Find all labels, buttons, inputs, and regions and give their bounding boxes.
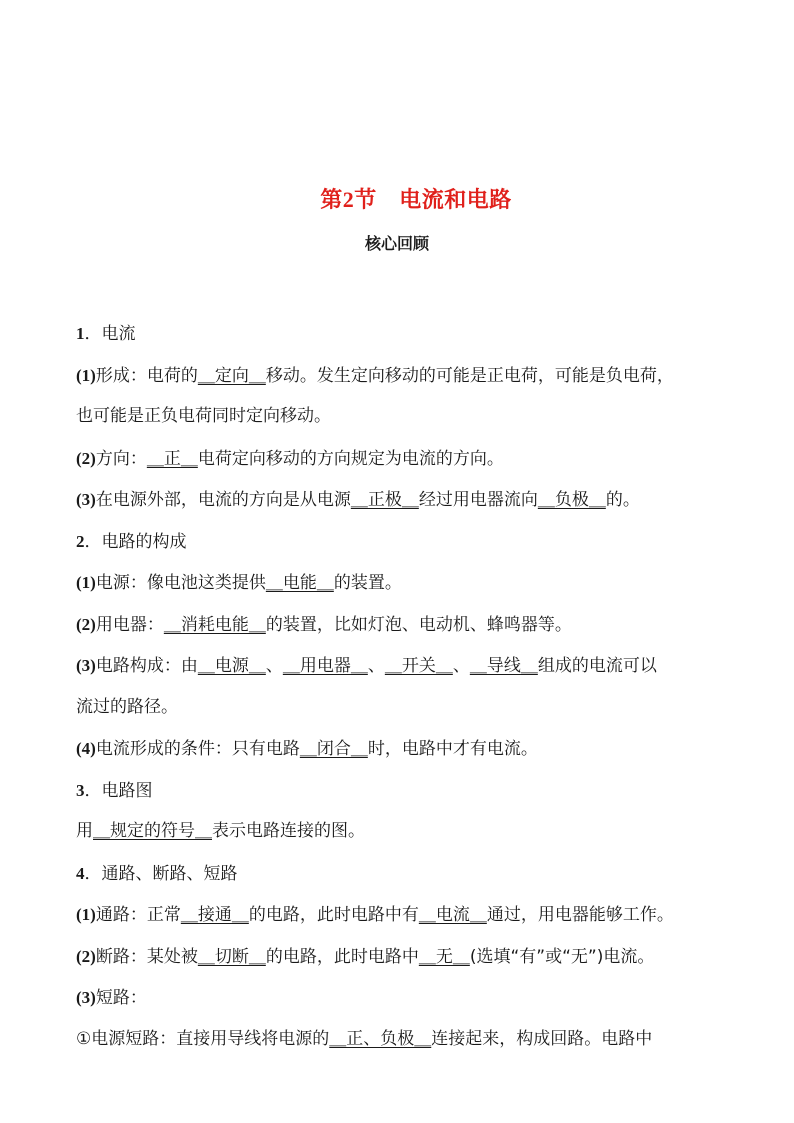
- text-run: 时，电路中才有电流。: [367, 739, 538, 759]
- item-marker: (2): [76, 448, 96, 468]
- page-title: [0, 183, 794, 214]
- text-run: ．电路图: [84, 780, 153, 801]
- text-line: [76, 645, 726, 687]
- text-line: [76, 894, 726, 936]
- document-body: [76, 313, 726, 1060]
- text-line: [76, 1019, 726, 1061]
- text-run: 的装置。: [333, 573, 402, 593]
- text-run: 表示电路连接的图。: [212, 821, 365, 841]
- section-subtitle: 核心回顾: [364, 234, 429, 253]
- text-line: [76, 313, 726, 355]
- answer-blank: ＿定向＿: [197, 365, 266, 386]
- title-number: 2: [342, 187, 355, 212]
- text-run: 电路构成：由: [95, 656, 198, 676]
- item-marker: 3: [76, 780, 85, 800]
- text-line: [76, 521, 726, 563]
- title-suffix: 节 电流和电路: [354, 188, 512, 213]
- text-run: 在电源外部，电流的方向是从电源: [95, 490, 351, 510]
- text-line: [76, 604, 726, 646]
- item-marker: 1: [76, 324, 85, 343]
- item-marker: (4): [76, 739, 96, 758]
- answer-blank: ＿导线＿: [469, 656, 538, 676]
- item-marker: 4: [76, 863, 85, 883]
- answer-blank: ＿正、负极＿: [329, 1028, 432, 1049]
- text-run: ①电源短路：直接用导线将电源的: [76, 1028, 330, 1049]
- text-run: ．电路的构成: [84, 531, 187, 552]
- text-run: ．电流: [84, 324, 136, 344]
- text-run: 组成的电流可以: [537, 656, 657, 676]
- text-run: 用电器：: [95, 614, 164, 635]
- text-run: 连接起来，构成回路。电路中: [431, 1028, 653, 1049]
- text-run: 断路：某处被: [95, 946, 198, 967]
- text-run: 的电路，此时电路中: [265, 946, 419, 967]
- text-run: 、: [452, 656, 470, 676]
- text-run: 电源：像电池这类提供: [95, 573, 266, 593]
- text-line: [76, 438, 726, 480]
- answer-blank: ＿闭合＿: [299, 739, 368, 759]
- text-run: 移动。发生定向移动的可能是正电荷，可能是负电荷，: [265, 365, 674, 386]
- text-line: [76, 355, 726, 397]
- text-line: [76, 728, 726, 770]
- text-run: 电荷定向移动的方向规定为电流的方向。: [197, 448, 504, 469]
- item-marker: 2: [76, 531, 85, 551]
- item-marker: (1): [76, 573, 96, 592]
- answer-blank: ＿用电器＿: [282, 656, 368, 676]
- answer-blank: ＿无＿: [418, 946, 470, 967]
- text-run: 流过的路径。: [76, 696, 178, 717]
- item-marker: (3): [76, 656, 96, 675]
- text-line: [76, 479, 726, 521]
- answer-blank: ＿开关＿: [384, 656, 453, 676]
- item-marker: (3): [76, 490, 96, 509]
- text-run: 方向：: [95, 448, 147, 469]
- answer-blank: ＿电源＿: [197, 656, 266, 676]
- title-prefix: 第: [320, 188, 343, 213]
- item-marker: (2): [76, 614, 96, 634]
- answer-blank: ＿正＿: [146, 448, 198, 469]
- text-run: ．通路、断路、短路: [84, 863, 238, 884]
- text-line: [76, 811, 726, 853]
- text-run: 、: [265, 656, 283, 676]
- text-line: [76, 562, 726, 604]
- text-run: 的电路，此时电路中有: [248, 905, 419, 925]
- text-run: 形成：电荷的: [95, 365, 198, 386]
- item-marker: (1): [76, 905, 96, 924]
- text-run: 的装置，比如灯泡、电动机、蜂鸣器等。: [265, 614, 572, 635]
- text-run: 通路：正常: [95, 905, 181, 925]
- answer-blank: ＿电能＿: [265, 573, 334, 593]
- item-marker: (1): [76, 365, 96, 385]
- item-marker: (3): [76, 988, 96, 1007]
- text-run: 、: [367, 656, 385, 676]
- answer-blank: ＿正极＿: [350, 490, 419, 510]
- answer-blank: ＿切断＿: [197, 946, 266, 967]
- text-line: [76, 396, 726, 438]
- text-run: (选填“有”或“无”)电流。: [469, 946, 655, 967]
- text-line: [76, 936, 726, 978]
- answer-blank: ＿规定的符号＿: [93, 821, 212, 841]
- text-run: 也可能是正负电荷同时定向移动。: [76, 406, 331, 426]
- answer-blank: ＿电流＿: [418, 905, 487, 925]
- text-run: 经过用电器流向: [418, 490, 538, 510]
- answer-blank: ＿负极＿: [537, 490, 606, 510]
- answer-blank: ＿接通＿: [180, 905, 249, 925]
- text-run: 短路：: [95, 988, 147, 1008]
- text-run: 通过，用电器能够工作。: [486, 905, 674, 925]
- text-line: [76, 687, 726, 729]
- text-run: 的。: [605, 490, 640, 510]
- item-marker: (2): [76, 946, 96, 966]
- text-line: [76, 853, 726, 895]
- text-line: [76, 770, 726, 812]
- text-run: 电流形成的条件：只有电路: [95, 739, 300, 759]
- text-line: [76, 977, 726, 1019]
- text-run: 用: [76, 821, 93, 841]
- answer-blank: ＿消耗电能＿: [163, 614, 266, 635]
